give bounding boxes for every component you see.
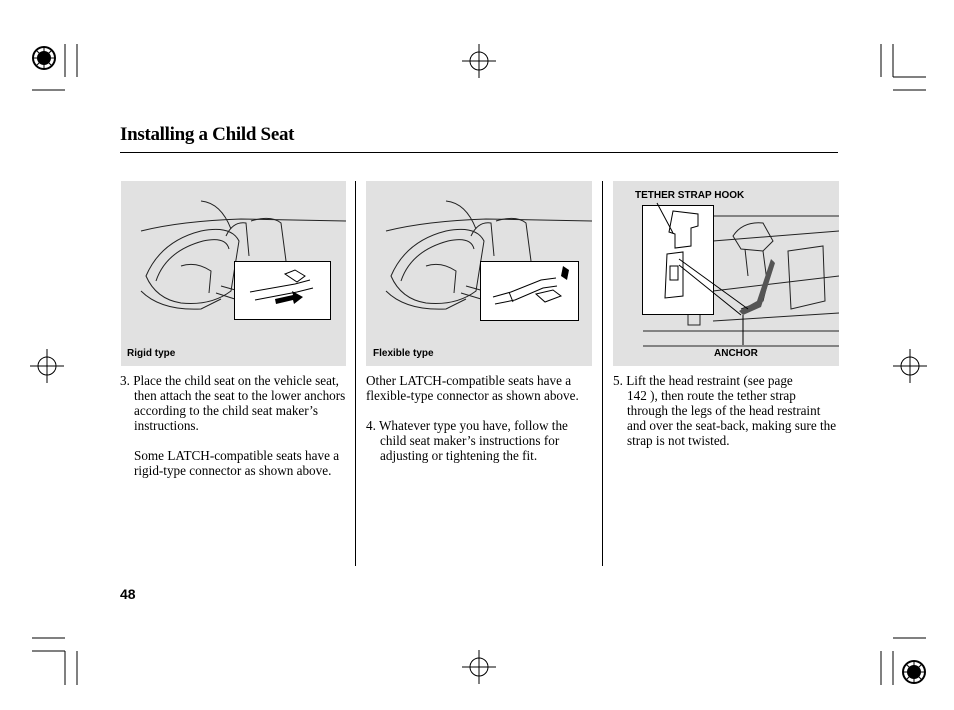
caption-flexible-type: Flexible type — [373, 348, 434, 359]
step-5-number: 5. — [613, 373, 623, 388]
title-rule — [120, 152, 838, 153]
figure-flexible-type — [366, 181, 592, 366]
crosshair-top — [462, 44, 496, 78]
column-3 — [613, 373, 838, 448]
label-anchor: ANCHOR — [714, 348, 758, 359]
rigid-type-paragraph: Some LATCH-compatible seats have a rigid-type connector as shown above. — [134, 448, 340, 478]
flexible-connector-inset — [480, 261, 579, 321]
figure-tether-strap — [613, 181, 839, 366]
page-number: 48 — [120, 586, 136, 602]
step-5 — [613, 373, 838, 448]
rigid-connector-inset — [234, 261, 331, 320]
label-tether-strap-hook: TETHER STRAP HOOK — [635, 190, 745, 201]
registration-target-top-left — [33, 47, 55, 69]
step-5-text-b: 142 ), then route the tether strap through the legs of the head restraint and over the seat-back, making sure the strap is not twisted. — [627, 388, 837, 448]
step-3-number: 3. — [120, 373, 130, 388]
leader-lines — [613, 181, 839, 366]
step-5-text-a: Lift the head restraint (see page — [626, 373, 793, 388]
column-divider-2 — [602, 181, 603, 566]
column-divider-1 — [355, 181, 356, 566]
step-3 — [120, 373, 348, 433]
page-title: Installing a Child Seat — [120, 124, 295, 145]
column-2 — [366, 373, 596, 463]
step-4-text: Whatever type you have, follow the child seat maker’s instructions for adjusting or tightening the fit. — [378, 418, 568, 463]
caption-rigid-type: Rigid type — [127, 348, 176, 359]
figure-rigid-type — [121, 181, 346, 366]
step-4 — [366, 418, 596, 463]
crosshair-right — [893, 349, 927, 383]
flexible-type-paragraph: Other LATCH-compatible seats have a flexible-type connector as shown above. — [366, 373, 579, 403]
step-4-number: 4. — [366, 418, 376, 433]
registration-target-bottom-right — [903, 661, 925, 683]
crosshair-bottom — [462, 650, 496, 684]
crosshair-left — [30, 349, 64, 383]
step-3-text: Place the child seat on the vehicle seat, then attach the seat to the lower anchors according to the child seat maker’s instructions. — [133, 373, 346, 433]
column-1 — [120, 373, 348, 478]
